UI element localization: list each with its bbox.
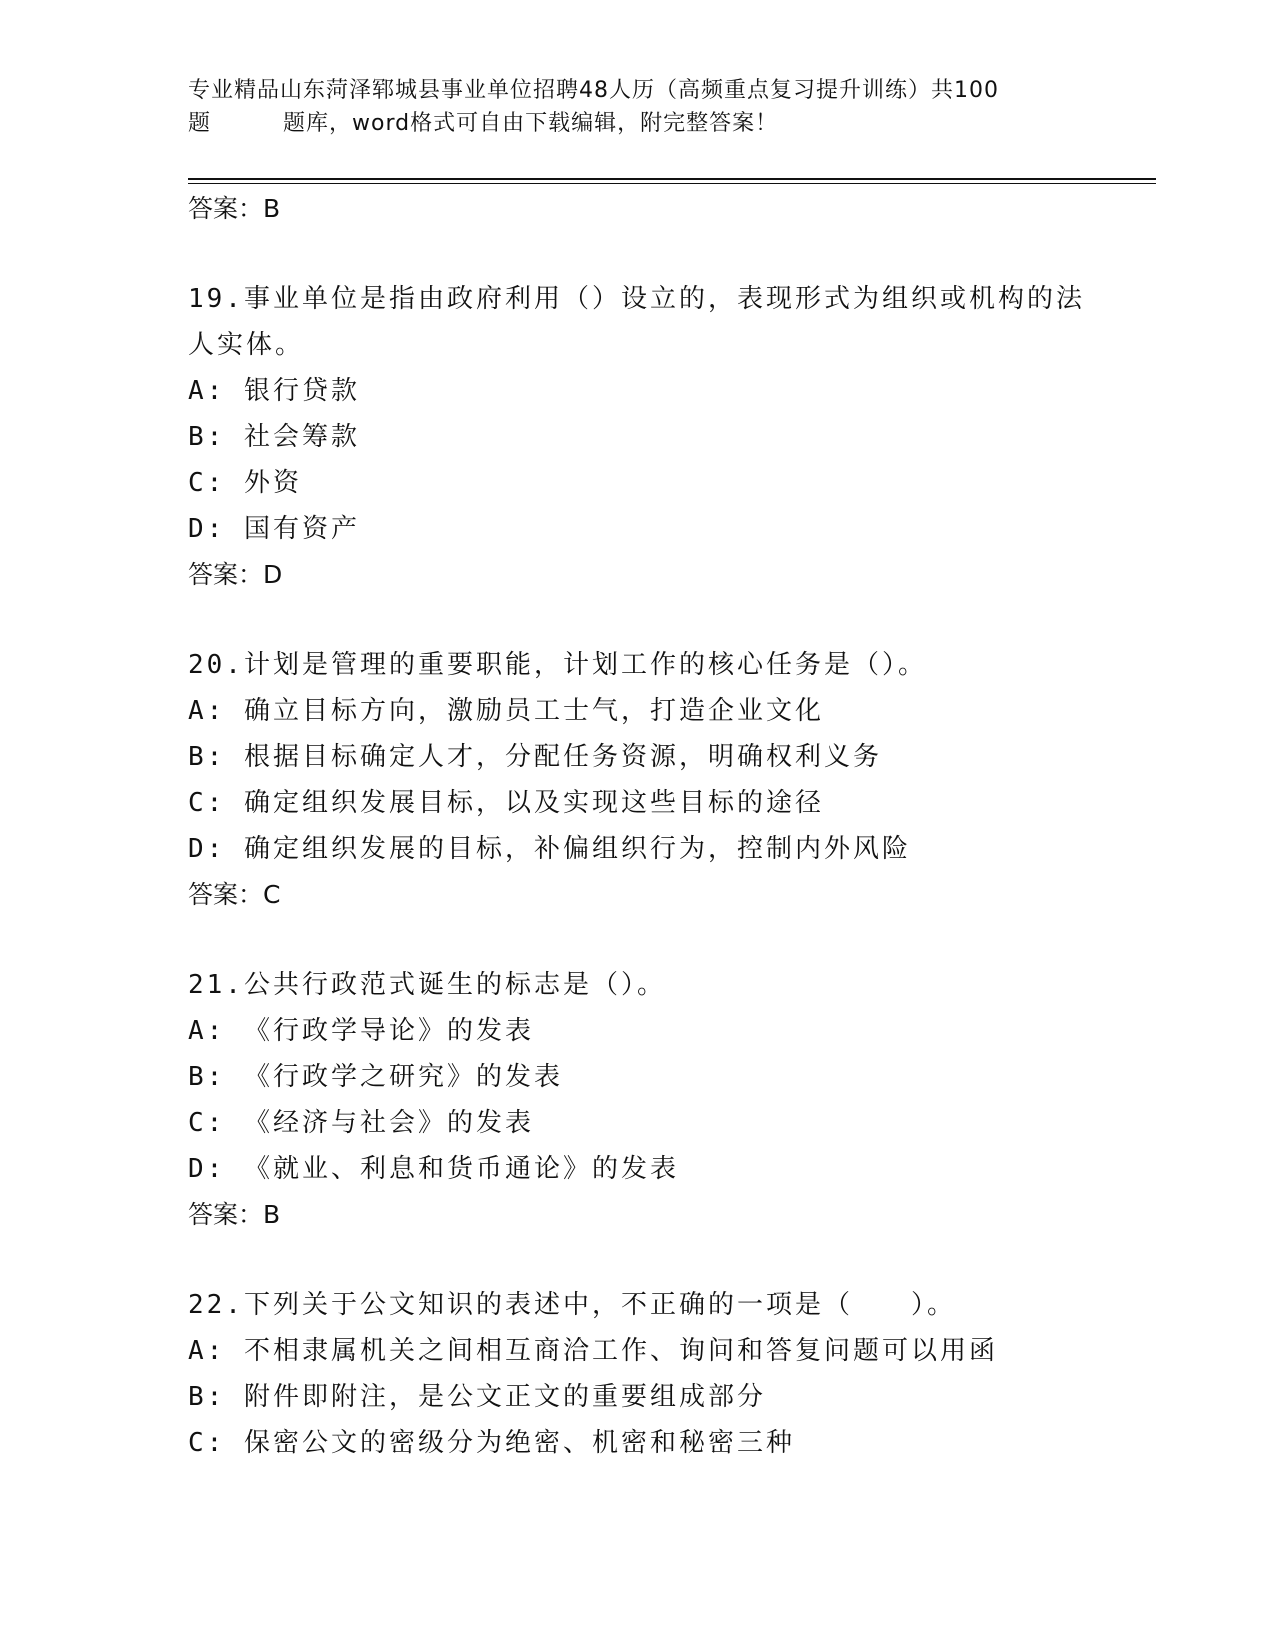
question-stem: 21.公共行政范式诞生的标志是（）。	[188, 970, 666, 1000]
question-stem: 22.下列关于公文知识的表述中，不正确的一项是（ ）。	[188, 1290, 956, 1320]
spacer	[188, 598, 1148, 642]
document-body	[188, 186, 1148, 1466]
option-a: A: 银行贷款	[188, 376, 360, 406]
option-d: D: 《就业、利息和货币通论》的发表	[188, 1154, 679, 1184]
option-b: B: 《行政学之研究》的发表	[188, 1062, 563, 1092]
document-header	[188, 74, 1068, 140]
option-a: A: 确立目标方向，激励员工士气，打造企业文化	[188, 696, 824, 726]
question-stem-continued: 人实体。	[188, 330, 305, 360]
header-line-2	[188, 107, 1068, 140]
question-22	[188, 1282, 1148, 1466]
header-rule-thin	[188, 183, 1156, 184]
header-gap	[211, 107, 283, 140]
option-c: C: 保密公文的密级分为绝密、机密和秘密三种	[188, 1428, 795, 1458]
option-d: D: 确定组织发展的目标，补偏组织行为，控制内外风险	[188, 834, 911, 864]
answer-18: 答案：B	[188, 194, 281, 223]
spacer	[188, 1238, 1148, 1282]
answer: 答案：B	[188, 1200, 281, 1229]
spacer	[188, 232, 1148, 276]
question-21	[188, 962, 1148, 1238]
option-c: C: 《经济与社会》的发表	[188, 1108, 534, 1138]
header-rule-thick	[188, 178, 1156, 180]
option-d: D: 国有资产	[188, 514, 360, 544]
option-b: B: 附件即附注，是公文正文的重要组成部分	[188, 1382, 766, 1412]
question-20	[188, 642, 1148, 918]
header-line-1: 专业精品山东菏泽郓城县事业单位招聘48人历（高频重点复习提升训练）共100	[188, 78, 999, 103]
header-line-2-right: 题库，word格式可自由下载编辑，附完整答案！	[283, 111, 779, 136]
option-b: B: 社会筹款	[188, 422, 360, 452]
answer: 答案：C	[188, 880, 281, 909]
header-line-2-left: 题	[188, 111, 212, 136]
question-19	[188, 276, 1148, 598]
question-stem: 19.事业单位是指由政府利用（）设立的，表现形式为组织或机构的法	[188, 284, 1085, 314]
option-b: B: 根据目标确定人才，分配任务资源，明确权利义务	[188, 742, 882, 772]
spacer	[188, 918, 1148, 962]
question-stem: 20.计划是管理的重要职能，计划工作的核心任务是（）。	[188, 650, 927, 680]
option-c: C: 外资	[188, 468, 302, 498]
option-c: C: 确定组织发展目标，以及实现这些目标的途径	[188, 788, 824, 818]
option-a: A: 不相隶属机关之间相互商洽工作、询问和答复问题可以用函	[188, 1336, 998, 1366]
option-a: A: 《行政学导论》的发表	[188, 1016, 534, 1046]
answer: 答案：D	[188, 560, 283, 589]
